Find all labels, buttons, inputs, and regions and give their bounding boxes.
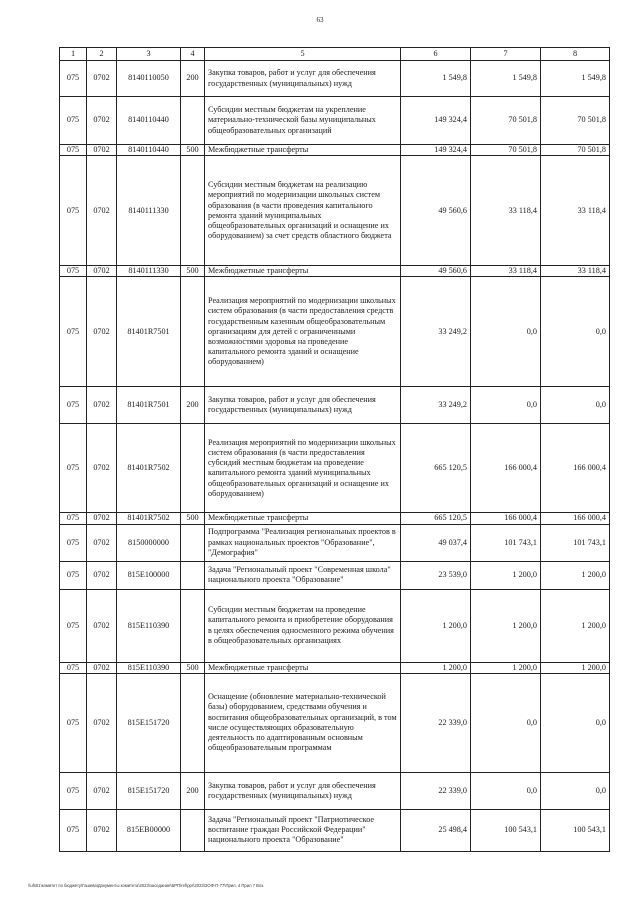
value-cell-1: 33 249,2 [401, 277, 471, 387]
code-cell-2: 0702 [87, 561, 117, 589]
value-cell-2: 0,0 [471, 387, 541, 424]
value-cell-1: 25 498,4 [401, 809, 471, 851]
code-cell-1: 075 [60, 673, 87, 772]
value-cell-2: 70 501,8 [471, 97, 541, 145]
code-cell-4: 500 [181, 145, 205, 156]
code-cell-4 [181, 809, 205, 851]
table-row [60, 513, 610, 524]
code-cell-4: 200 [181, 772, 205, 809]
value-cell-3: 100 543,1 [541, 809, 610, 851]
code-cell-1: 075 [60, 145, 87, 156]
value-cell-3: 1 200,0 [541, 589, 610, 662]
code-cell-1: 075 [60, 387, 87, 424]
table-row [60, 156, 610, 266]
code-cell-4 [181, 561, 205, 589]
code-cell-2: 0702 [87, 662, 117, 673]
table-row [60, 662, 610, 673]
table-row [60, 589, 610, 662]
value-cell-3: 0,0 [541, 387, 610, 424]
code-cell-1: 075 [60, 61, 87, 97]
code-cell-2: 0702 [87, 277, 117, 387]
value-cell-2: 0,0 [471, 277, 541, 387]
description-cell: Задача "Региональный проект "Современная школа" национального проекта "Образование" [205, 561, 401, 589]
value-cell-2: 1 200,0 [471, 662, 541, 673]
value-cell-1: 33 249,2 [401, 387, 471, 424]
code-cell-1: 075 [60, 589, 87, 662]
code-cell-3: 815E110390 [117, 589, 181, 662]
budget-table [59, 47, 610, 852]
value-cell-2: 100 543,1 [471, 809, 541, 851]
value-cell-1: 149 324,4 [401, 97, 471, 145]
description-cell: Закупка товаров, работ и услуг для обеспечения государственных (муниципальных) нужд [205, 772, 401, 809]
code-cell-4 [181, 589, 205, 662]
code-cell-2: 0702 [87, 424, 117, 513]
table-row [60, 387, 610, 424]
code-cell-3: 815E151720 [117, 772, 181, 809]
value-cell-2: 166 000,4 [471, 424, 541, 513]
table-row [60, 673, 610, 772]
code-cell-4: 200 [181, 61, 205, 97]
code-cell-2: 0702 [87, 772, 117, 809]
page-number: 63 [316, 16, 324, 24]
header-cell: 6 [401, 48, 471, 61]
code-cell-1: 075 [60, 561, 87, 589]
code-cell-3: 8150000000 [117, 524, 181, 561]
value-cell-3: 0,0 [541, 277, 610, 387]
value-cell-1: 1 549,8 [401, 61, 471, 97]
code-cell-3: 8140111330 [117, 156, 181, 266]
value-cell-2: 33 118,4 [471, 266, 541, 277]
header-cell: 5 [205, 48, 401, 61]
table-row [60, 424, 610, 513]
table-row [60, 524, 610, 561]
code-cell-2: 0702 [87, 673, 117, 772]
code-cell-3: 81401R7501 [117, 277, 181, 387]
code-cell-1: 075 [60, 97, 87, 145]
value-cell-2: 33 118,4 [471, 156, 541, 266]
value-cell-1: 22 339,0 [401, 772, 471, 809]
table-row [60, 266, 610, 277]
description-cell: Межбюджетные трансферты [205, 145, 401, 156]
description-cell: Оснащение (обновление материально-технической базы) оборудованием, средствами обучения и воспитания общеобразовательных организаций, в том числе осуществляющих образовательную деятельность по адаптированным основным общеобразовательным программам [205, 673, 401, 772]
header-cell: 2 [87, 48, 117, 61]
code-cell-4: 200 [181, 387, 205, 424]
value-cell-1: 1 200,0 [401, 589, 471, 662]
value-cell-3: 70 501,8 [541, 145, 610, 156]
value-cell-2: 0,0 [471, 673, 541, 772]
code-cell-3: 81401R7502 [117, 513, 181, 524]
description-cell: Закупка товаров, работ и услуг для обеспечения государственных (муниципальных) нужд [205, 387, 401, 424]
value-cell-2: 101 743,1 [471, 524, 541, 561]
header-cell: 4 [181, 48, 205, 61]
value-cell-3: 0,0 [541, 673, 610, 772]
code-cell-4 [181, 277, 205, 387]
value-cell-2: 1 200,0 [471, 561, 541, 589]
value-cell-1: 665 120,5 [401, 424, 471, 513]
value-cell-3: 166 000,4 [541, 513, 610, 524]
table-row [60, 277, 610, 387]
code-cell-2: 0702 [87, 513, 117, 524]
value-cell-2: 1 549,8 [471, 61, 541, 97]
description-cell: Закупка товаров, работ и услуг для обеспечения государственных (муниципальных) нужд [205, 61, 401, 97]
value-cell-3: 1 549,8 [541, 61, 610, 97]
table-row [60, 561, 610, 589]
footer-file-path: \\ufs01\комитет по бюджету\Гашева\Документы комитета\2023\заседание\БРП\ref\ppr\2023\ЗОФ-П-77\Прил. 4 Прил 7 Воз. [28, 883, 265, 888]
code-cell-4 [181, 97, 205, 145]
description-cell: Субсидии местным бюджетам на укрепление материально-технической базы муниципальных общеобразовательных организаций [205, 97, 401, 145]
table-row [60, 772, 610, 809]
table-row [60, 809, 610, 851]
table-row [60, 97, 610, 145]
description-cell: Реализация мероприятий по модернизации школьных систем образования (в части предоставления средств государственным казенным общеобразовательным организациям для детей с ограниченными возможностями здоровья на проведение капитального ремонта зданий и оснащение оборудованием) [205, 277, 401, 387]
code-cell-2: 0702 [87, 387, 117, 424]
code-cell-2: 0702 [87, 589, 117, 662]
description-cell: Субсидии местным бюджетам на проведение капитального ремонта и приобретение оборудования в целях обеспечения односменного режима обучения в общеобразовательных организациях [205, 589, 401, 662]
code-cell-4: 500 [181, 513, 205, 524]
description-cell: Межбюджетные трансферты [205, 513, 401, 524]
code-cell-2: 0702 [87, 809, 117, 851]
table-header-row [60, 48, 610, 61]
code-cell-4 [181, 156, 205, 266]
code-cell-2: 0702 [87, 61, 117, 97]
value-cell-2: 166 000,4 [471, 513, 541, 524]
value-cell-2: 0,0 [471, 772, 541, 809]
code-cell-2: 0702 [87, 524, 117, 561]
value-cell-3: 70 501,8 [541, 97, 610, 145]
value-cell-3: 0,0 [541, 772, 610, 809]
value-cell-2: 70 501,8 [471, 145, 541, 156]
code-cell-1: 075 [60, 662, 87, 673]
value-cell-1: 665 120,5 [401, 513, 471, 524]
description-cell: Субсидии местным бюджетам на реализацию мероприятий по модернизации школьных систем образования (в части проведения капитального ремонта зданий муниципальных общеобразовательных организаций и оснащение их оборудованием) за счет средств областного бюджета [205, 156, 401, 266]
value-cell-1: 49 037,4 [401, 524, 471, 561]
value-cell-1: 149 324,4 [401, 145, 471, 156]
code-cell-2: 0702 [87, 156, 117, 266]
code-cell-3: 8140110440 [117, 97, 181, 145]
value-cell-3: 101 743,1 [541, 524, 610, 561]
code-cell-4 [181, 673, 205, 772]
code-cell-2: 0702 [87, 97, 117, 145]
description-cell: Межбюджетные трансферты [205, 266, 401, 277]
value-cell-3: 166 000,4 [541, 424, 610, 513]
value-cell-3: 33 118,4 [541, 156, 610, 266]
value-cell-1: 23 539,0 [401, 561, 471, 589]
table-row [60, 61, 610, 97]
value-cell-3: 1 200,0 [541, 561, 610, 589]
code-cell-4 [181, 424, 205, 513]
code-cell-1: 075 [60, 524, 87, 561]
code-cell-3: 815E110390 [117, 662, 181, 673]
code-cell-1: 075 [60, 513, 87, 524]
code-cell-1: 075 [60, 156, 87, 266]
value-cell-2: 1 200,0 [471, 589, 541, 662]
code-cell-2: 0702 [87, 266, 117, 277]
value-cell-1: 49 560,6 [401, 266, 471, 277]
value-cell-3: 33 118,4 [541, 266, 610, 277]
code-cell-3: 81401R7502 [117, 424, 181, 513]
description-cell: Межбюджетные трансферты [205, 662, 401, 673]
code-cell-1: 075 [60, 266, 87, 277]
header-cell: 3 [117, 48, 181, 61]
code-cell-3: 815EB00000 [117, 809, 181, 851]
description-cell: Подпрограмма "Реализация региональных проектов в рамках национальных проектов "Образование", "Демография" [205, 524, 401, 561]
code-cell-1: 075 [60, 424, 87, 513]
value-cell-1: 22 339,0 [401, 673, 471, 772]
header-cell: 7 [471, 48, 541, 61]
code-cell-2: 0702 [87, 145, 117, 156]
code-cell-3: 81401R7501 [117, 387, 181, 424]
code-cell-4: 500 [181, 266, 205, 277]
value-cell-1: 49 560,6 [401, 156, 471, 266]
code-cell-3: 8140110050 [117, 61, 181, 97]
code-cell-3: 8140111330 [117, 266, 181, 277]
code-cell-3: 815E100000 [117, 561, 181, 589]
code-cell-4 [181, 524, 205, 561]
table-row [60, 145, 610, 156]
code-cell-1: 075 [60, 772, 87, 809]
header-cell: 1 [60, 48, 87, 61]
code-cell-3: 8140110440 [117, 145, 181, 156]
code-cell-1: 075 [60, 277, 87, 387]
code-cell-1: 075 [60, 809, 87, 851]
value-cell-1: 1 200,0 [401, 662, 471, 673]
code-cell-3: 815E151720 [117, 673, 181, 772]
header-cell: 8 [541, 48, 610, 61]
description-cell: Реализация мероприятий по модернизации школьных систем образования (в части предоставления субсидий местным бюджетам на проведение капитального ремонта зданий муниципальных общеобразовательных организаций и оснащение их оборудованием) [205, 424, 401, 513]
description-cell: Задача "Региональный проект "Патриотическое воспитание граждан Российской Федерации" национального проекта "Образование" [205, 809, 401, 851]
value-cell-3: 1 200,0 [541, 662, 610, 673]
code-cell-4: 500 [181, 662, 205, 673]
